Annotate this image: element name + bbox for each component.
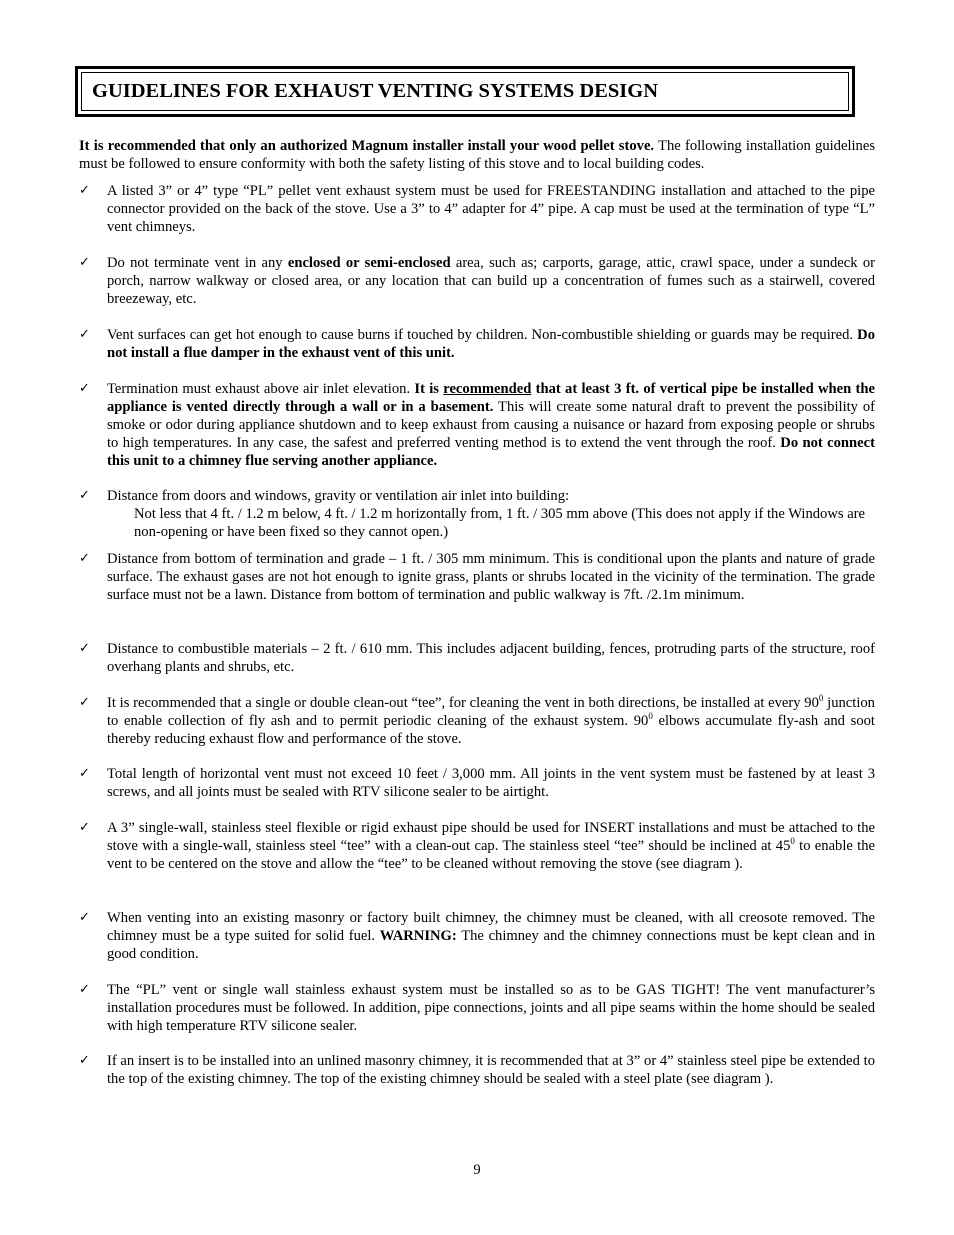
- text-run: A listed 3” or 4” type “PL” pellet vent exhaust system must be used for FREESTANDING installation and attached to the pipe connector provided on the back of the stove. Use a 3” to 4” adapter for 4” pipe. A cap must be used at the termination of type “L” vent chimneys.: [107, 183, 875, 235]
- guideline-text: [107, 819, 875, 873]
- page-title: GUIDELINES FOR EXHAUST VENTING SYSTEMS DESIGN: [92, 80, 658, 102]
- guideline-item: [79, 254, 875, 308]
- checkmark-icon: ✓: [79, 183, 90, 198]
- text-run: Distance from bottom of termination and grade – 1 ft. / 305 mm minimum. This is conditional upon the plants and nature of grade surface. The exhaust gases are not hot enough to ignite grass, plants or shrubs located in the vicinity of the termination. The grade surface must not be a lawn. Distance from bottom of termination and public walkway is 7ft. /2.1m minimum.: [107, 551, 875, 603]
- guideline-subtext: Not less that 4 ft. / 1.2 m below, 4 ft. / 1.2 m horizontally from, 1 ft. / 305 mm above (This does not apply if the Windows are non-opening or have been fixed so they cannot open.): [134, 506, 866, 540]
- guideline-item: [79, 380, 875, 470]
- guideline-item: [79, 487, 875, 541]
- checkmark-icon: ✓: [79, 488, 90, 503]
- text-run: junction to enable collection of fly ash and to permit periodic cleaning of the exhaust system. 90: [107, 695, 875, 729]
- title-box: [75, 66, 855, 117]
- checkmark-icon: ✓: [79, 1053, 90, 1068]
- guideline-item: [79, 326, 875, 362]
- text-run: Termination must exhaust above air inlet elevation.: [107, 381, 415, 397]
- checkmark-icon: ✓: [79, 910, 90, 925]
- guideline-item: [79, 981, 875, 1035]
- page-number: 9: [473, 1162, 481, 1178]
- guideline-text: [107, 380, 875, 470]
- guideline-text: [107, 1052, 875, 1088]
- checkmark-icon: ✓: [79, 695, 90, 710]
- guideline-text: [107, 694, 875, 748]
- guideline-text: [107, 550, 875, 604]
- bold-run: enclosed or semi-enclosed: [287, 255, 451, 271]
- bold-run: that at least 3 ft. of vertical pipe be installed when the appliance is vented directly through a wall or in a basement.: [107, 381, 875, 415]
- guideline-item: [79, 765, 875, 801]
- guideline-text: [107, 487, 875, 541]
- checkmark-icon: ✓: [79, 982, 90, 997]
- text-run: Distance to combustible materials – 2 ft. / 610 mm. This includes adjacent building, fences, protruding parts of the structure, roof overhang plants and shrubs, etc.: [107, 641, 875, 675]
- text-run: The “PL” vent or single wall stainless exhaust system must be installed so as to be GAS TIGHT! The vent manufacturer’s installation procedures must be followed. In addition, pipe connections, joints and all pipe seams within the home should be sealed with high temperature RTV silicone sealer.: [107, 982, 875, 1034]
- text-run: Distance from doors and windows, gravity or ventilation air inlet into building:: [107, 488, 570, 504]
- text-run: elbows accumulate fly-ash and soot thereby reducing exhaust flow and performance of the stove.: [107, 713, 875, 747]
- guideline-item: [79, 550, 875, 604]
- checkmark-icon: ✓: [79, 766, 90, 781]
- guideline-item: [79, 640, 875, 676]
- checkmark-icon: ✓: [79, 820, 90, 835]
- guideline-item: [79, 1052, 875, 1088]
- bold-run: WARNING:: [379, 928, 457, 944]
- intro-paragraph: [79, 137, 875, 173]
- text-run: Total length of horizontal vent must not exceed 10 feet / 3,000 mm. All joints in the vent system must be fastened by at least 3 screws, and all joints must be sealed with RTV silicone sealer to be airtight.: [107, 766, 875, 800]
- text-run: This will create some natural draft to prevent the possibility of smoke or odor during appliance shutdown and to keep exhaust from causing a nuisance or hazard from exposing people or shrubs to high temperatures. In any case, the safest and preferred venting method is to extend the vent through the roof.: [107, 399, 875, 451]
- guideline-text: [107, 909, 875, 963]
- guideline-text: [107, 981, 875, 1035]
- checkmark-icon: ✓: [79, 551, 90, 566]
- checkmark-icon: ✓: [79, 381, 90, 396]
- guideline-text: [107, 182, 875, 236]
- bold-run: Do not connect this unit to a chimney flue serving another appliance.: [107, 435, 875, 469]
- underlined-bold-run: recommended: [443, 381, 532, 397]
- guideline-item: [79, 819, 875, 873]
- checkmark-icon: ✓: [79, 641, 90, 656]
- guideline-text: [107, 254, 875, 308]
- intro-text: The following installation guidelines must be followed to ensure conformity with both the safety listing of this stove and to local building codes.: [79, 138, 876, 172]
- text-run: Vent surfaces can get hot enough to cause burns if touched by children. Non-combustible shielding or guards may be required.: [107, 327, 858, 343]
- guideline-item: [79, 182, 875, 236]
- text-run: When venting into an existing masonry or factory built chimney, the chimney must be cleaned, with all creosote removed. The chimney must be a type suited for solid fuel.: [107, 910, 875, 944]
- degree-superscript: 0: [790, 836, 795, 847]
- guideline-text: [107, 640, 875, 676]
- guideline-item: [79, 694, 875, 748]
- guideline-item: [79, 909, 875, 963]
- bold-run: Do not install a flue damper in the exhaust vent of this unit.: [107, 327, 875, 361]
- guideline-text: [107, 326, 875, 362]
- checkmark-icon: ✓: [79, 327, 90, 342]
- checkmark-icon: ✓: [79, 255, 90, 270]
- text-run: to enable the vent to be centered on the stove and allow the “tee” to be cleaned without removing the stove (see diagram ).: [107, 838, 875, 872]
- text-run: area, such as; carports, garage, attic, crawl space, under a sundeck or porch, narrow walkway or closed area, or any location that can build up a concentration of fumes such as a stairwell, covered breezeway, etc.: [107, 255, 875, 307]
- text-run: It is recommended that a single or double clean-out “tee”, for cleaning the vent in both directions, be installed at every 90: [107, 695, 819, 711]
- guideline-text: [107, 765, 875, 801]
- intro-bold: It is recommended that only an authorized Magnum installer install your wood pellet stove.: [79, 138, 655, 154]
- text-run: The chimney and the chimney connections must be kept clean and in good condition.: [107, 928, 875, 962]
- bold-run: It is: [414, 381, 444, 397]
- text-run: If an insert is to be installed into an unlined masonry chimney, it is recommended that at 3” or 4” stainless steel pipe be extended to the top of the existing chimney. The top of the existing chimney should be sealed with a steel plate (see diagram ).: [107, 1053, 875, 1087]
- text-run: A 3” single-wall, stainless steel flexible or rigid exhaust pipe should be used for INSERT installations and must be attached to the stove with a single-wall, stainless steel “tee” with a clean-out cap. The stainless steel “tee” should be inclined at 45: [107, 820, 875, 854]
- degree-superscript: 0: [648, 711, 653, 722]
- text-run: Do not terminate vent in any: [107, 255, 288, 271]
- degree-superscript: 0: [818, 693, 824, 704]
